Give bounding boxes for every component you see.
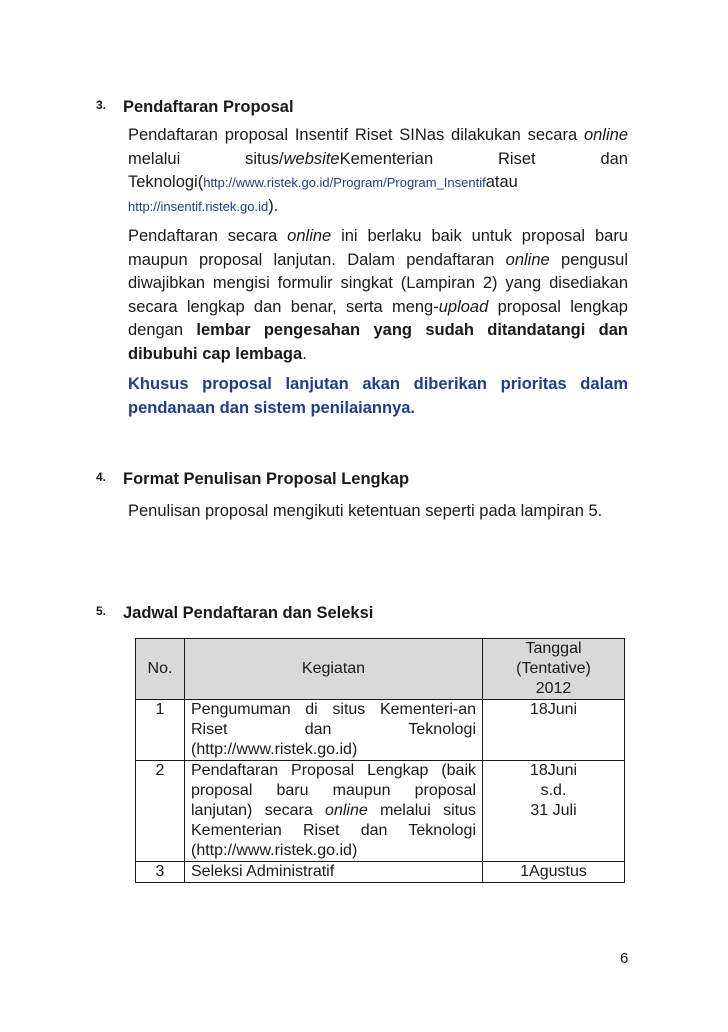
text-fragment: ini berlaku baik untuk proposal baru maupun proposal lanjutan. Dalam pendaftaran [128,227,628,269]
cell-kegiatan: Pengumuman di situs Kementeri-an Riset dan Teknologi (http://www.ristek.go.id) [185,700,483,761]
text-fragment: pengusul diwajibkan mengisi formulir singkat (Lampiran 2) yang disediakan secara lengkap dan benar, serta meng- [128,250,628,316]
text-fragment: Pendaftaran proposal Insentif Riset SINas dilakukan secara [128,126,584,144]
header-tanggal: Tanggal (Tentative) 2012 [483,639,625,700]
link-insentif-ristek[interactable]: http://insentif.ristek.go.id [128,198,269,214]
section-format-penulisan [96,467,636,524]
text-fragment: proposal lengkap dengan [128,297,628,339]
text-fragment: Pendaftaran Proposal Lengkap (baik proposal baru maupun proposal lanjutan) secara [191,762,476,819]
text-fragment: atau [485,173,518,191]
section-title: Pendaftaran Proposal [123,98,294,116]
section-pendaftaran-proposal [96,95,636,420]
cell-kegiatan: Seleksi Administratif [185,862,483,883]
section-number: 3. [96,98,107,112]
text-fragment: . [302,344,307,363]
table-header-row [136,639,625,700]
date-range-separator: s.d. [540,782,567,799]
text-italic: online [583,126,628,144]
cell-no: 2 [136,761,185,862]
header-kegiatan: Kegiatan [185,639,483,700]
paragraph-online-registration [128,225,628,366]
header-no: No. [136,639,185,700]
text-fragment: Kementerian Riset dan Teknologi( [128,149,628,191]
text-bold: lembar pengesahan yang sudah ditandatangi dan dibubuhi cap lembaga [128,321,628,363]
text-italic: online [325,802,368,819]
paragraph-priority-note: Khusus proposal lanjutan akan diberikan prioritas dalam pendanaan dan sistem penilaiannya. [128,375,628,417]
section-jadwal [96,601,636,625]
table-row [136,761,625,862]
table-row [136,862,625,883]
text-italic: online [505,250,550,269]
text-fragment: ). [268,196,279,215]
text-italic: online [287,227,332,245]
date-start: 18Juni [529,762,578,779]
text-fragment: Pendaftaran secara [128,227,288,245]
section-number: 5. [96,604,107,618]
cell-no: 1 [136,700,185,761]
text-fragment: melalui situs/ [128,149,284,168]
cell-kegiatan [185,761,483,862]
paragraph-registration-method [128,124,628,218]
text-fragment: melalui situs Kementerian Riset dan Teknologi (http://www.ristek.go.id) [191,802,476,859]
page-number: 6 [620,950,629,967]
paragraph-format: Penulisan proposal mengikuti ketentuan seperti pada lampiran 5. [128,502,603,520]
table-row [136,700,625,761]
cell-no: 3 [136,862,185,883]
date-end: 31 Juli [530,802,577,819]
section-title: Jadwal Pendaftaran dan Seleksi [123,604,374,622]
text-italic: upload [438,297,489,316]
cell-tanggal [483,761,625,862]
cell-tanggal: 18Juni [483,700,625,761]
text-italic: website [283,149,340,168]
schedule-table [135,638,625,883]
link-ristek-program[interactable]: http://www.ristek.go.id/Program/Program_Insentif [203,175,486,190]
cell-tanggal: 1Agustus [483,862,625,883]
section-title: Format Penulisan Proposal Lengkap [123,470,410,488]
section-number: 4. [96,470,107,484]
